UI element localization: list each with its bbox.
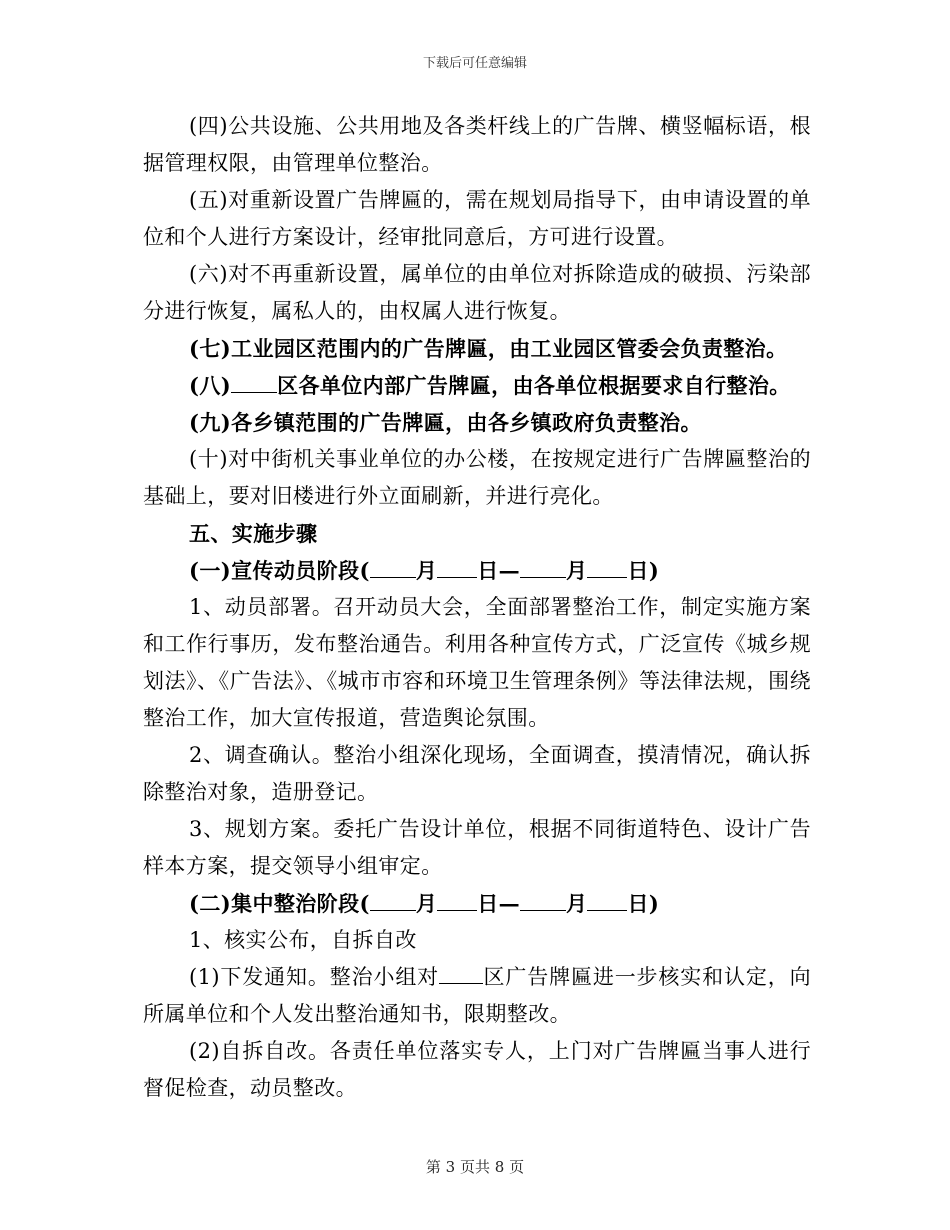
paragraph-item-9: (九)各乡镇范围的广告牌匾，由各乡镇政府负责整治。 [189,410,702,435]
stage-1-label: (一)宣传动员阶段( [189,558,370,583]
item-8-prefix: (八) [189,373,232,398]
paragraph-item-8 [143,367,811,404]
step-investigation: 2、调查确认。整治小组深化现场，全面调查，摸清情况，确认拆除整治对象，造册登记。 [143,743,811,804]
notify-text: 区广告牌匾进一步核实和认定，向所属单位和个人发出整治通知书，限期整改。 [143,965,811,1026]
stage-2-month-end: 月 [566,891,588,916]
stage-2-label: (二)集中整治阶段( [189,891,370,916]
step-mobilization: 1、动员部署。召开动员大会，全面部署整治工作，制定实施方案和工作行事历，发布整治通告。利用各种宣传方式，广泛宣传《城乡规划法》、《广告法》、《城市市容和环境卫生管理条例》等法律法规，围绕整治工作，加大宣传报道，营造舆论氛围。 [143,595,811,730]
fill-blank [370,890,416,911]
document-body [143,108,811,1107]
fill-blank [439,963,483,984]
fill-blank [370,557,416,578]
stage-1-day-start: 日— [477,558,521,583]
fill-blank [437,890,477,911]
paragraph-item-6: (六)对不再重新设置，属单位的由单位对拆除造成的破损、污染部分进行恢复，属私人的，由权属人进行恢复。 [143,262,811,323]
step-notify [143,959,811,1033]
notify-prefix: (1)下发通知。整治小组对 [189,965,440,989]
stage-2-day-end: 日) [627,891,660,916]
item-8-text: 区各单位内部广告牌匾，由各单位根据要求自行整治。 [277,373,791,398]
fill-blank [520,890,566,911]
stage-2-day-start: 日— [477,891,521,916]
stage-heading-1 [143,552,811,589]
fill-blank [231,372,277,393]
section-heading-implementation: 五、实施步骤 [189,521,318,546]
paragraph-item-7: (七)工业园区范围内的广告牌匾，由工业园区管委会负责整治。 [189,336,788,361]
page-header: 下载后可任意编辑 [422,56,527,71]
paragraph-item-5: (五)对重新设置广告牌匾的，需在规划局指导下，由申请设置的单位和个人进行方案设计，经审批同意后，方可进行设置。 [143,188,811,249]
stage-2-month-start: 月 [415,891,438,916]
stage-1-month-end: 月 [566,558,588,583]
step-planning: 3、规划方案。委托广告设计单位，根据不同街道特色、设计广告样本方案，提交领导小组审定。 [143,817,811,878]
fill-blank [437,557,477,578]
sub-heading-verify: 1、核实公布，自拆自改 [189,928,417,952]
page-footer: 第 3 页共 8 页 [425,1158,525,1176]
stage-1-month-start: 月 [415,558,438,583]
paragraph-item-4: (四)公共设施、公共用地及各类杆线上的广告牌、横竖幅标语，根据管理权限，由管理单位整治。 [143,114,811,175]
step-self-correct: (2)自拆自改。各责任单位落实专人，上门对广告牌匾当事人进行督促检查，动员整改。 [143,1039,811,1100]
stage-1-day-end: 日) [627,558,660,583]
fill-blank [587,890,627,911]
fill-blank [520,557,566,578]
paragraph-item-10: (十)对中街机关事业单位的办公楼，在按规定进行广告牌匾整治的基础上，要对旧楼进行外立面刷新，并进行亮化。 [143,447,811,508]
fill-blank [587,557,627,578]
stage-heading-2 [143,885,811,922]
